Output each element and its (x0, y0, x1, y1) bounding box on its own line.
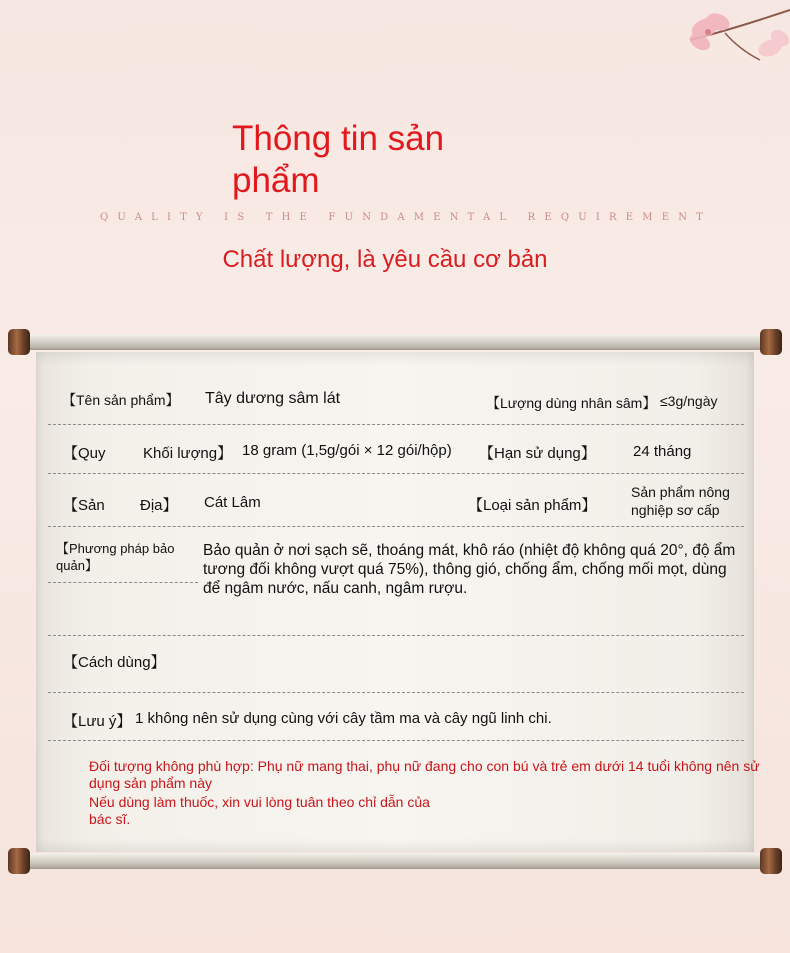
rod-end-icon (760, 848, 782, 874)
rod-end-icon (8, 329, 30, 355)
rod-end-icon (8, 848, 30, 874)
spec-label-part2: Khối lượng】 (143, 445, 233, 462)
spec-label-part1: 【Quy (63, 445, 106, 462)
usage-label: 【Cách dùng】 (63, 654, 166, 671)
subtitle-english: QUALITY IS THE FUNDAMENTAL REQUIREMENT (100, 212, 713, 223)
page-title: Thông tin sản phẩm (232, 119, 445, 200)
medical-use-warning: Nếu dùng làm thuốc, xin vui lòng tuân theo chỉ dẫn của bác sĩ. (89, 794, 430, 827)
row-divider (48, 635, 744, 636)
row-divider (48, 526, 744, 527)
row-divider (48, 473, 744, 474)
origin-label-part1: 【Sản (63, 497, 105, 514)
product-name-label: 【Tên sản phẩm】 (62, 392, 180, 408)
product-type-value: Sản phẩm nông nghiệp sơ cấp (631, 484, 730, 518)
spec-value: 18 gram (1,5g/gói × 12 gói/hộp) (242, 442, 452, 459)
row-divider (48, 424, 744, 425)
origin-label-part2: Địa】 (140, 497, 178, 514)
product-name-value: Tây dương sâm lát (205, 390, 341, 407)
row-divider (48, 740, 744, 741)
rod-end-icon (760, 329, 782, 355)
subtitle-vietnamese: Chất lượng, là yêu cầu cơ bản (222, 246, 548, 273)
note-label: 【Lưu ý】 (63, 713, 132, 730)
storage-value: Bảo quản ở nơi sạch sẽ, thoáng mát, khô ráo (nhiệt độ không quá 20°, độ ẩm tương đối không vượt quá 75%), thông gió, chống ẩm, chống mối mọt, dùng để ngâm nước, nấu canh, ngâm rượu. (203, 542, 736, 597)
row-divider (48, 582, 198, 583)
row-divider (48, 692, 744, 693)
cherry-blossom-icon (630, 0, 790, 70)
note-value: 1 không nên sử dụng cùng với cây tầm ma và cây ngũ linh chi. (135, 710, 552, 727)
expiry-value: 24 tháng (633, 443, 692, 460)
scroll-rod-top (8, 329, 782, 355)
dosage-label: 【Lượng dùng nhân sâm】 (486, 395, 657, 411)
scroll-rod-bottom (8, 848, 782, 874)
expiry-label: 【Hạn sử dụng】 (479, 445, 596, 462)
unsuitable-users-warning: Đối tượng không phù hợp: Phụ nữ mang thai, phụ nữ đang cho con bú và trẻ em dưới 14 tuổi không nên sử dụng sản phẩm này (89, 758, 760, 791)
product-type-label: 【Loại sản phẩm】 (468, 497, 597, 514)
origin-value: Cát Lâm (204, 494, 261, 511)
storage-label: 【Phương pháp bảo quản】 (56, 541, 175, 573)
dosage-value: ≤3g/ngày (660, 393, 718, 409)
